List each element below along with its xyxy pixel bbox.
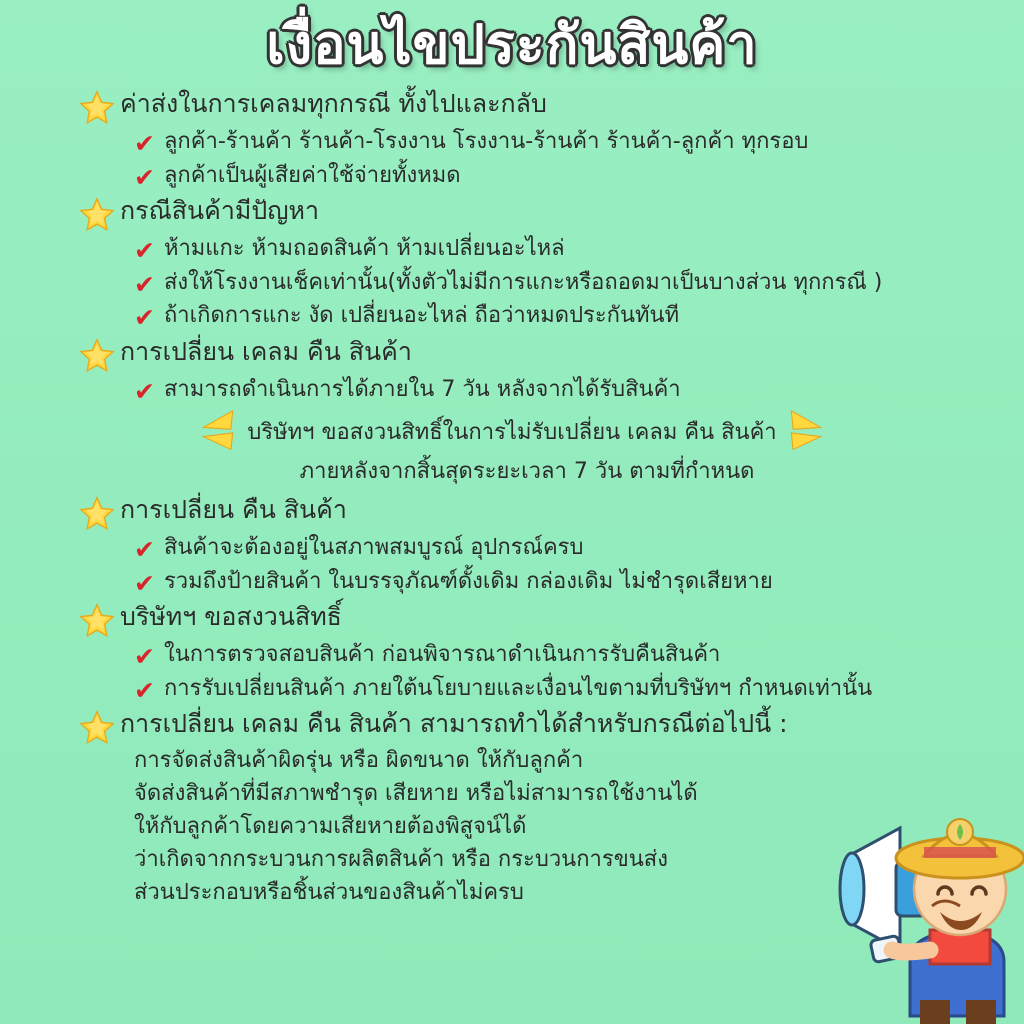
- list-item-label: รวมถึงป้ายสินค้า ในบรรจุภัณฑ์ดั้งเดิม กล่องเดิม ไม่ชำรุดเสียหาย: [163, 568, 773, 594]
- star-icon: [80, 338, 114, 372]
- list-item-label: ถ้าเกิดการแกะ งัด เปลี่ยนอะไหล่ ถือว่าหมดประกันทันที: [163, 303, 680, 329]
- check-icon: ✔: [134, 568, 155, 598]
- check-icon: ✔: [134, 129, 155, 159]
- notice-row-1: [36, 409, 988, 455]
- list-item: [134, 269, 998, 297]
- list-item: [134, 128, 998, 159]
- section-heading: กรณีสินค้ามีปัญหา: [120, 196, 320, 226]
- list-item-label: การรับเปลี่ยนสินค้า ภายใต้นโยบายและเงื่อนไขตามที่บริษัทฯ กำหนดเท่านั้น: [163, 675, 873, 701]
- check-icon: ✔: [134, 535, 155, 565]
- list-item: [134, 235, 998, 266]
- check-icon: ✔: [134, 376, 155, 406]
- tail-line: ให้กับลูกค้าโดยความเสียหายต้องพิสูจน์ได้: [134, 814, 527, 840]
- sparkle-icon: [787, 409, 825, 455]
- notice-line-1: บริษัทฯ ขอสงวนสิทธิ์ในการไม่รับเปลี่ยน เคลม คืน สินค้า: [247, 419, 777, 445]
- tail-line: ส่วนประกอบหรือชิ้นส่วนของสินค้าไม่ครบ: [134, 880, 524, 906]
- list-item: [134, 302, 998, 333]
- list-item-label: ลูกค้า-ร้านค้า ร้านค้า-โรงงาน โรงงาน-ร้านค้า ร้านค้า-ลูกค้า ทุกรอบ: [163, 129, 809, 155]
- check-icon: ✔: [134, 675, 155, 705]
- sparkle-icon: [199, 409, 237, 455]
- section-heading: ค่าส่งในการเคลมทุกกรณี ทั้งไปและกลับ: [120, 89, 547, 119]
- conditions-body: [0, 76, 1024, 909]
- list-item-label: สินค้าจะต้องอยู่ในสภาพสมบูรณ์ อุปกรณ์ครบ: [163, 535, 584, 561]
- check-icon: ✔: [134, 303, 155, 333]
- star-icon: [80, 603, 114, 637]
- section-heading: บริษัทฯ ขอสงวนสิทธิ์: [120, 602, 342, 632]
- star-icon: [80, 197, 114, 231]
- star-icon: [80, 90, 114, 124]
- list-item-label: สามารถดำเนินการได้ภายใน 7 วัน หลังจากได้รับสินค้า: [163, 376, 681, 402]
- list-item: [134, 568, 998, 596]
- section-heading: การเปลี่ยน เคลม คืน สินค้า: [120, 336, 412, 366]
- section-heading-row: [26, 708, 998, 742]
- section-heading-row: [26, 88, 998, 122]
- tail-line: จัดส่งสินค้าที่มีสภาพชำรุด เสียหาย หรือไม่สามารถใช้งานได้: [134, 781, 698, 807]
- section-heading: การเปลี่ยน คืน สินค้า: [120, 495, 347, 525]
- notice-line-2: ภายหลังจากสิ้นสุดระยะเวลา 7 วัน ตามที่กำหนด: [299, 459, 755, 485]
- check-icon: ✔: [134, 236, 155, 266]
- tail-line: การจัดส่งสินค้าผิดรุ่น หรือ ผิดขนาด ให้กับลูกค้า: [134, 748, 584, 774]
- list-item: [134, 376, 998, 404]
- list-item-label: ลูกค้าเป็นผู้เสียค่าใช้จ่ายทั้งหมด: [163, 162, 461, 188]
- tail-paragraph: [134, 744, 998, 909]
- list-item-label: ส่งให้โรงงานเช็คเท่านั้น(ทั้งตัวไม่มีการแกะหรือถอดมาเป็นบางส่วน ทุกกรณี ): [163, 269, 883, 295]
- list-item: [134, 641, 998, 672]
- section-heading: การเปลี่ยน เคลม คืน สินค้า สามารถทำได้สำหรับกรณีต่อไปนี้ :: [120, 709, 788, 739]
- tail-line: ว่าเกิดจากกระบวนการผลิตสินค้า หรือ กระบวนการขนส่ง: [134, 847, 668, 873]
- star-icon: [80, 496, 114, 530]
- section-heading-row: [26, 336, 998, 370]
- list-item-label: ในการตรวจสอบสินค้า ก่อนพิจารณาดำเนินการรับคืนสินค้า: [163, 642, 721, 668]
- list-item: [134, 675, 998, 703]
- check-icon: ✔: [134, 269, 155, 299]
- list-item: [134, 162, 998, 190]
- page-title: เงื่อนไขประกันสินค้า: [266, 13, 758, 76]
- list-item: [134, 534, 998, 565]
- star-icon: [80, 710, 114, 744]
- section-heading-row: [26, 601, 998, 635]
- check-icon: ✔: [134, 162, 155, 192]
- section-heading-row: [26, 195, 998, 229]
- list-item-label: ห้ามแกะ ห้ามถอดสินค้า ห้ามเปลี่ยนอะไหล่: [163, 236, 565, 262]
- notice-block: [26, 409, 998, 488]
- section-heading-row: [26, 494, 998, 528]
- check-icon: ✔: [134, 642, 155, 672]
